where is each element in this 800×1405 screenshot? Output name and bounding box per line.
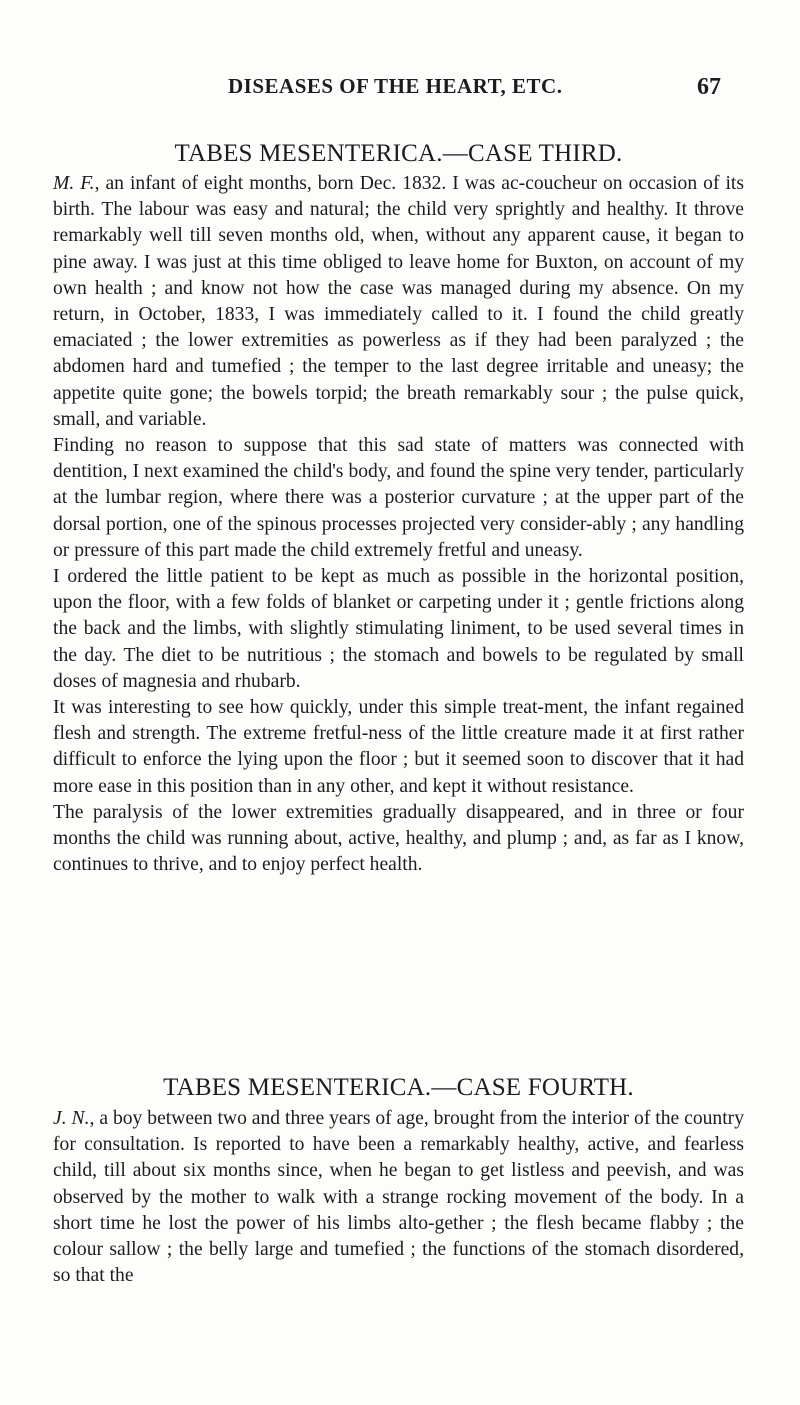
case-fourth-body [53, 1106, 744, 1289]
paragraph [53, 695, 744, 800]
paragraph [53, 1106, 744, 1289]
paragraph [53, 564, 744, 695]
case-fourth-heading: TABES MESENTERICA.—CASE FOURTH. [163, 1074, 634, 1101]
paragraph [53, 171, 744, 433]
running-title: DISEASES OF THE HEART, ETC. [228, 74, 563, 98]
running-head [0, 74, 800, 104]
case-third-body [53, 171, 744, 878]
paragraph [53, 433, 744, 564]
page-number: 67 [697, 74, 721, 100]
paragraph-text: The paralysis of the lower extremities gradually disappeared, and in three or four months the child was running about, active, healthy, and plump ; and, as far as I know, continues to thrive, and to enjoy perfect health. [53, 801, 744, 876]
paragraph-text: Finding no reason to suppose that this sad state of matters was connected with dentition, I next examined the child's body, and found the spine very tender, particularly at the lumbar region, where there was a posterior curvature ; at the upper part of the dorsal portion, one of the spinous processes projected very consider-ably ; any handling or pressure of this part made the child extremely fretful and uneasy. [53, 435, 744, 561]
paragraph [53, 800, 744, 879]
paragraph-text: I ordered the little patient to be kept as much as possible in the horizontal position, upon the floor, with a few folds of blanket or carpeting under it ; gentle frictions along the back and the limbs, with slightly stimulating liniment, to be used several times in the day. The diet to be nutritious ; the stomach and bowels to be regulated by small doses of magnesia and rhubarb. [53, 566, 744, 692]
paragraph-text: It was interesting to see how quickly, under this simple treat-ment, the infant regained flesh and strength. The extreme fretful-ness of the little creature made it at first rather difficult to enforce the lying upon the floor ; but it seemed soon to discover that it had more ease in this position than in any other, and kept it without resistance. [53, 697, 744, 797]
paragraph-text: , an infant of eight months, born Dec. 1832. I was ac-coucheur on occasion of its birth. The labour was easy and natural; the child very sprightly and healthy. It throve remarkably well till seven months old, when, without any apparent cause, it began to pine away. I was just at this time obliged to leave home for Buxton, on account of my own health ; and know not how the case was managed during my absence. On my return, in October, 1833, I was immediately called to it. I found the child greatly emaciated ; the lower extremities as powerless as if they had been paralyzed ; the abdomen hard and tumefied ; the temper to the last degree irritable and uneasy; the appetite quite gone; the bowels torpid; the breath remarkably sour ; the pulse quick, small, and variable. [53, 173, 744, 430]
paragraph-text: , a boy between two and three years of age, brought from the interior of the country for consultation. Is reported to have been a remarkably healthy, active, and fearless child, till about six months since, when he began to get listless and peevish, and was observed by the mother to walk with a strange rocking movement of the body. In a short time he lost the power of his limbs alto-gether ; the flesh became flabby ; the colour sallow ; the belly large and tumefied ; the functions of the stomach disordered, so that the [53, 1108, 744, 1287]
patient-initials: M. F. [53, 173, 95, 194]
case-third-heading: TABES MESENTERICA.—CASE THIRD. [174, 140, 623, 167]
patient-initials: J. N. [53, 1108, 90, 1129]
